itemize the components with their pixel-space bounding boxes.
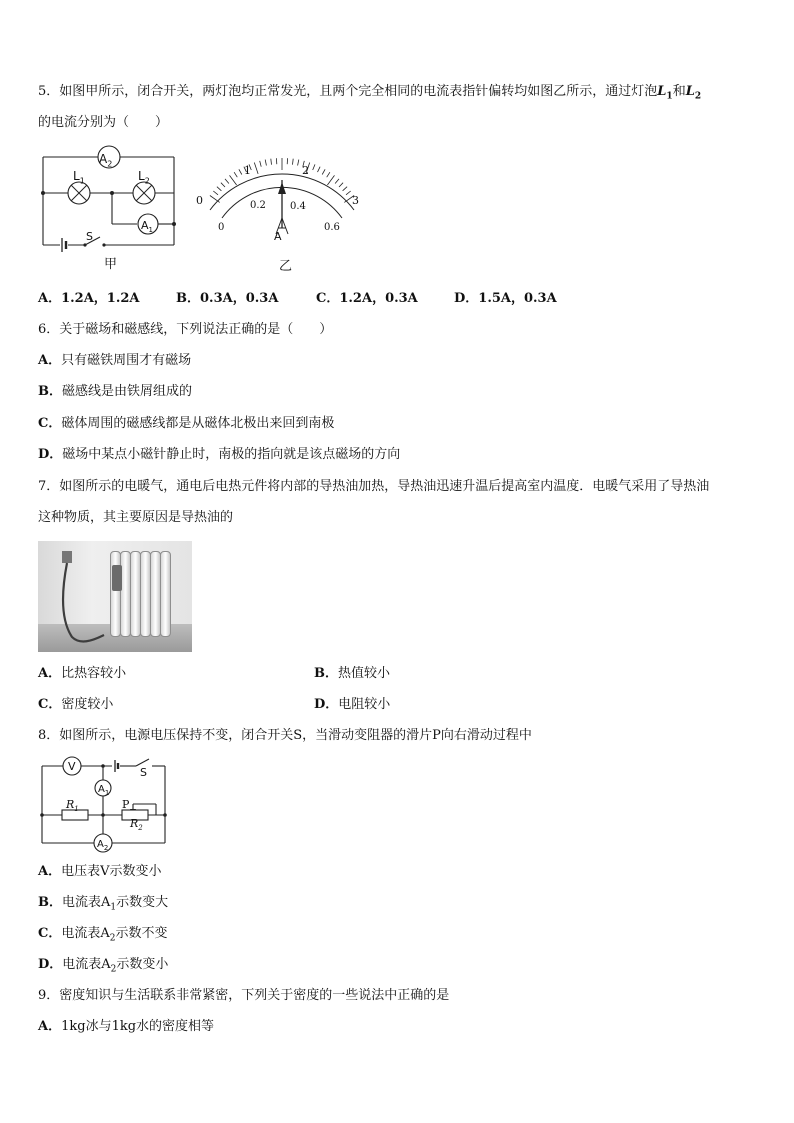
a1-label: $A_1$ — [141, 219, 153, 235]
fig-yi-caption: 乙 — [279, 259, 293, 274]
dial-tick — [335, 179, 339, 184]
q7-option-b[interactable]: B．热值较小 — [314, 666, 391, 681]
l1-label: $L_1$ — [73, 169, 85, 186]
q8-r1-label: $R_1$ — [66, 798, 79, 814]
q7-stem-line2: 这种物质，其主要原因是导热油的 — [38, 510, 234, 525]
dial-tick — [225, 179, 229, 184]
q8-stem: 8．如图所示，电源电压保持不变，闭合开关S，当滑动变阻器的滑片P向右滑动过程中 — [38, 728, 532, 743]
q8-slider-p-label: P — [122, 798, 130, 811]
dial-bottom-0.4: 0.4 — [290, 201, 306, 212]
q5-stem-line1: 5．如图甲所示，闭合开关，两灯泡均正常发光，且两个完全相同的电流表指针偏转均如图乙所示，通过灯泡$L_1$和$L_2$ — [38, 84, 702, 102]
q5-option-b[interactable]: B．0.3A，0.3A — [176, 291, 279, 306]
dial-tick — [213, 191, 218, 195]
dial-unit-letter: A — [274, 230, 282, 243]
q5-stem-line2: 的电流分别为（ ） — [38, 115, 169, 130]
q6-option-d[interactable]: D．磁场中某点小磁针静止时，南极的指向就是该点磁场的方向 — [38, 447, 401, 462]
dial-bottom-0.2: 0.2 — [250, 200, 266, 211]
dial-top-3: 3 — [352, 194, 359, 207]
q7-stem-line1: 7．如图所示的电暖气，通电后电热元件将内部的导热油加热，导热油迅速升温后提高室内温度．电暖气采用了导热油 — [38, 479, 710, 494]
dial-tick — [221, 183, 225, 187]
q6-option-a[interactable]: A．只有磁铁周围才有磁场 — [38, 353, 192, 368]
q5-option-d[interactable]: D．1.5A，0.3A — [454, 291, 557, 306]
dial-tick — [322, 169, 325, 174]
dial-tick — [217, 187, 222, 191]
dial-tick — [271, 159, 272, 165]
q8-option-d[interactable]: D．电流表$A_2$示数变小 — [38, 957, 169, 975]
dial-tick — [327, 172, 330, 177]
dial-top-0: 0 — [196, 194, 203, 207]
q9-stem: 9．密度知识与生活联系非常紧密，下列关于密度的一些说法中正确的是 — [38, 988, 450, 1003]
dial-tick — [346, 191, 351, 195]
dial-tick — [210, 196, 220, 203]
q6-stem: 6．关于磁场和磁感线，下列说法正确的是（ ） — [38, 322, 333, 337]
q6-option-b[interactable]: B．磁感线是由铁屑组成的 — [38, 384, 193, 399]
dial-tick — [260, 161, 262, 167]
dial-tick — [254, 163, 258, 174]
dial-bottom-0.6: 0.6 — [324, 222, 340, 233]
q5-options — [38, 290, 557, 308]
l2-label: $L_2$ — [138, 169, 150, 186]
dial-tick — [318, 167, 321, 172]
dial-top-2: 2 — [302, 164, 309, 177]
q7-option-d[interactable]: D．电阻较小 — [314, 697, 391, 712]
q8-a2-label: $A_2$ — [97, 839, 109, 852]
dial-tick — [265, 160, 266, 166]
q8-a1-label: $A_1$ — [98, 784, 110, 797]
dial-tick — [327, 175, 334, 185]
dial-tick — [298, 160, 299, 166]
q5-option-c[interactable]: C．1.2A，0.3A — [316, 291, 418, 306]
dial-tick — [343, 187, 348, 191]
dial-tick — [293, 159, 294, 165]
q8-r2-label: $R_2$ — [130, 817, 143, 833]
electric-heater-photo — [38, 541, 192, 652]
q5-option-a[interactable]: A．1.2A，1.2A — [38, 291, 140, 306]
dial-tick — [339, 183, 343, 187]
q8-option-a[interactable]: A．电压表V示数变小 — [38, 864, 162, 879]
q8-option-b[interactable]: B．电流表$A_1$示数变大 — [38, 895, 169, 913]
dial-tick — [313, 164, 315, 170]
q8-switch-label: S — [140, 766, 147, 779]
q9-option-a[interactable]: A．1kg冰与1kg水的密度相等 — [38, 1019, 215, 1034]
dial-bottom-0: 0 — [218, 222, 225, 233]
a2-label: $A_2$ — [99, 152, 113, 169]
switch-label: S — [86, 230, 93, 243]
q8-option-c[interactable]: C．电流表$A_2$示数不变 — [38, 926, 168, 944]
fig-jia-caption: 甲 — [104, 257, 118, 272]
q7-option-a[interactable]: A．比热容较小 — [38, 666, 127, 681]
q8-voltmeter-label: V — [68, 760, 76, 773]
dial-tick — [239, 169, 242, 174]
q6-option-c[interactable]: C．磁体周围的磁感线都是从磁体北极出来回到南极 — [38, 416, 335, 431]
dial-tick — [234, 172, 237, 177]
q7-option-c[interactable]: C．密度较小 — [38, 697, 114, 712]
dial-top-1: 1 — [244, 164, 251, 177]
dial-tick — [230, 175, 237, 185]
